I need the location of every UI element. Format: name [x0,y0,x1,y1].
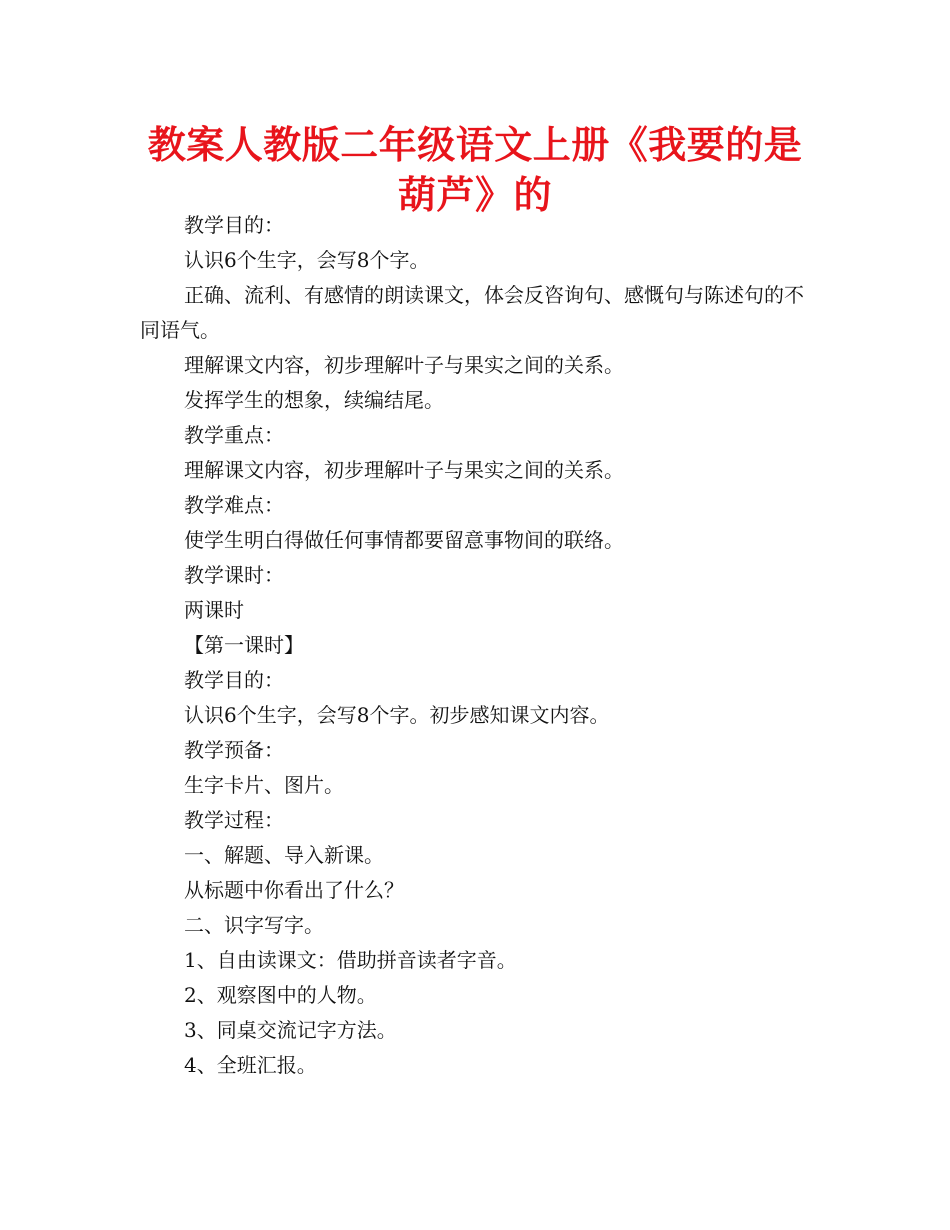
paragraph: 4、全班汇报。 [184,1053,317,1077]
paragraph: 教学课时： [184,563,284,587]
paragraph: 发挥学生的想象，续编结尾。 [184,388,444,412]
paragraph: 认识6个生字，会写8个字。初步感知课文内容。 [184,703,610,727]
paragraph: 正确、流利、有感情的朗读课文，体会反咨询句、感慨句与陈述句的不同语气。 [140,283,804,342]
paragraph: 2、观察图中的人物。 [184,983,377,1007]
paragraph: 教学目的： [184,213,284,237]
paragraph: 教学预备： [184,738,284,762]
paragraph: 二、识字写字。 [184,913,324,937]
paragraph: 认识6个生字，会写8个字。 [184,248,430,272]
paragraph: 教学目的： [184,668,284,692]
paragraph: 使学生明白得做任何事情都要留意事物间的联络。 [184,528,624,552]
paragraph: 1、自由读课文：借助拼音读者字音。 [184,948,517,972]
paragraph: 教学过程： [184,808,284,832]
document-title: 教案人教版二年级语文上册《我要的是葫芦》的 [147,123,803,217]
paragraph: 一、解题、导入新课。 [184,843,384,867]
paragraph: 两课时 [184,598,244,622]
paragraph: 3、同桌交流记字方法。 [184,1018,397,1042]
paragraph: 理解课文内容，初步理解叶子与果实之间的关系。 [184,458,624,482]
paragraph: 生字卡片、图片。 [184,773,344,797]
paragraph: 教学难点： [184,493,284,517]
paragraph: 【第一课时】 [184,633,304,657]
paragraph: 教学重点： [184,423,284,447]
paragraph: 从标题中你看出了什么？ [184,878,404,902]
paragraph: 理解课文内容，初步理解叶子与果实之间的关系。 [184,353,624,377]
document-body [140,208,830,1083]
